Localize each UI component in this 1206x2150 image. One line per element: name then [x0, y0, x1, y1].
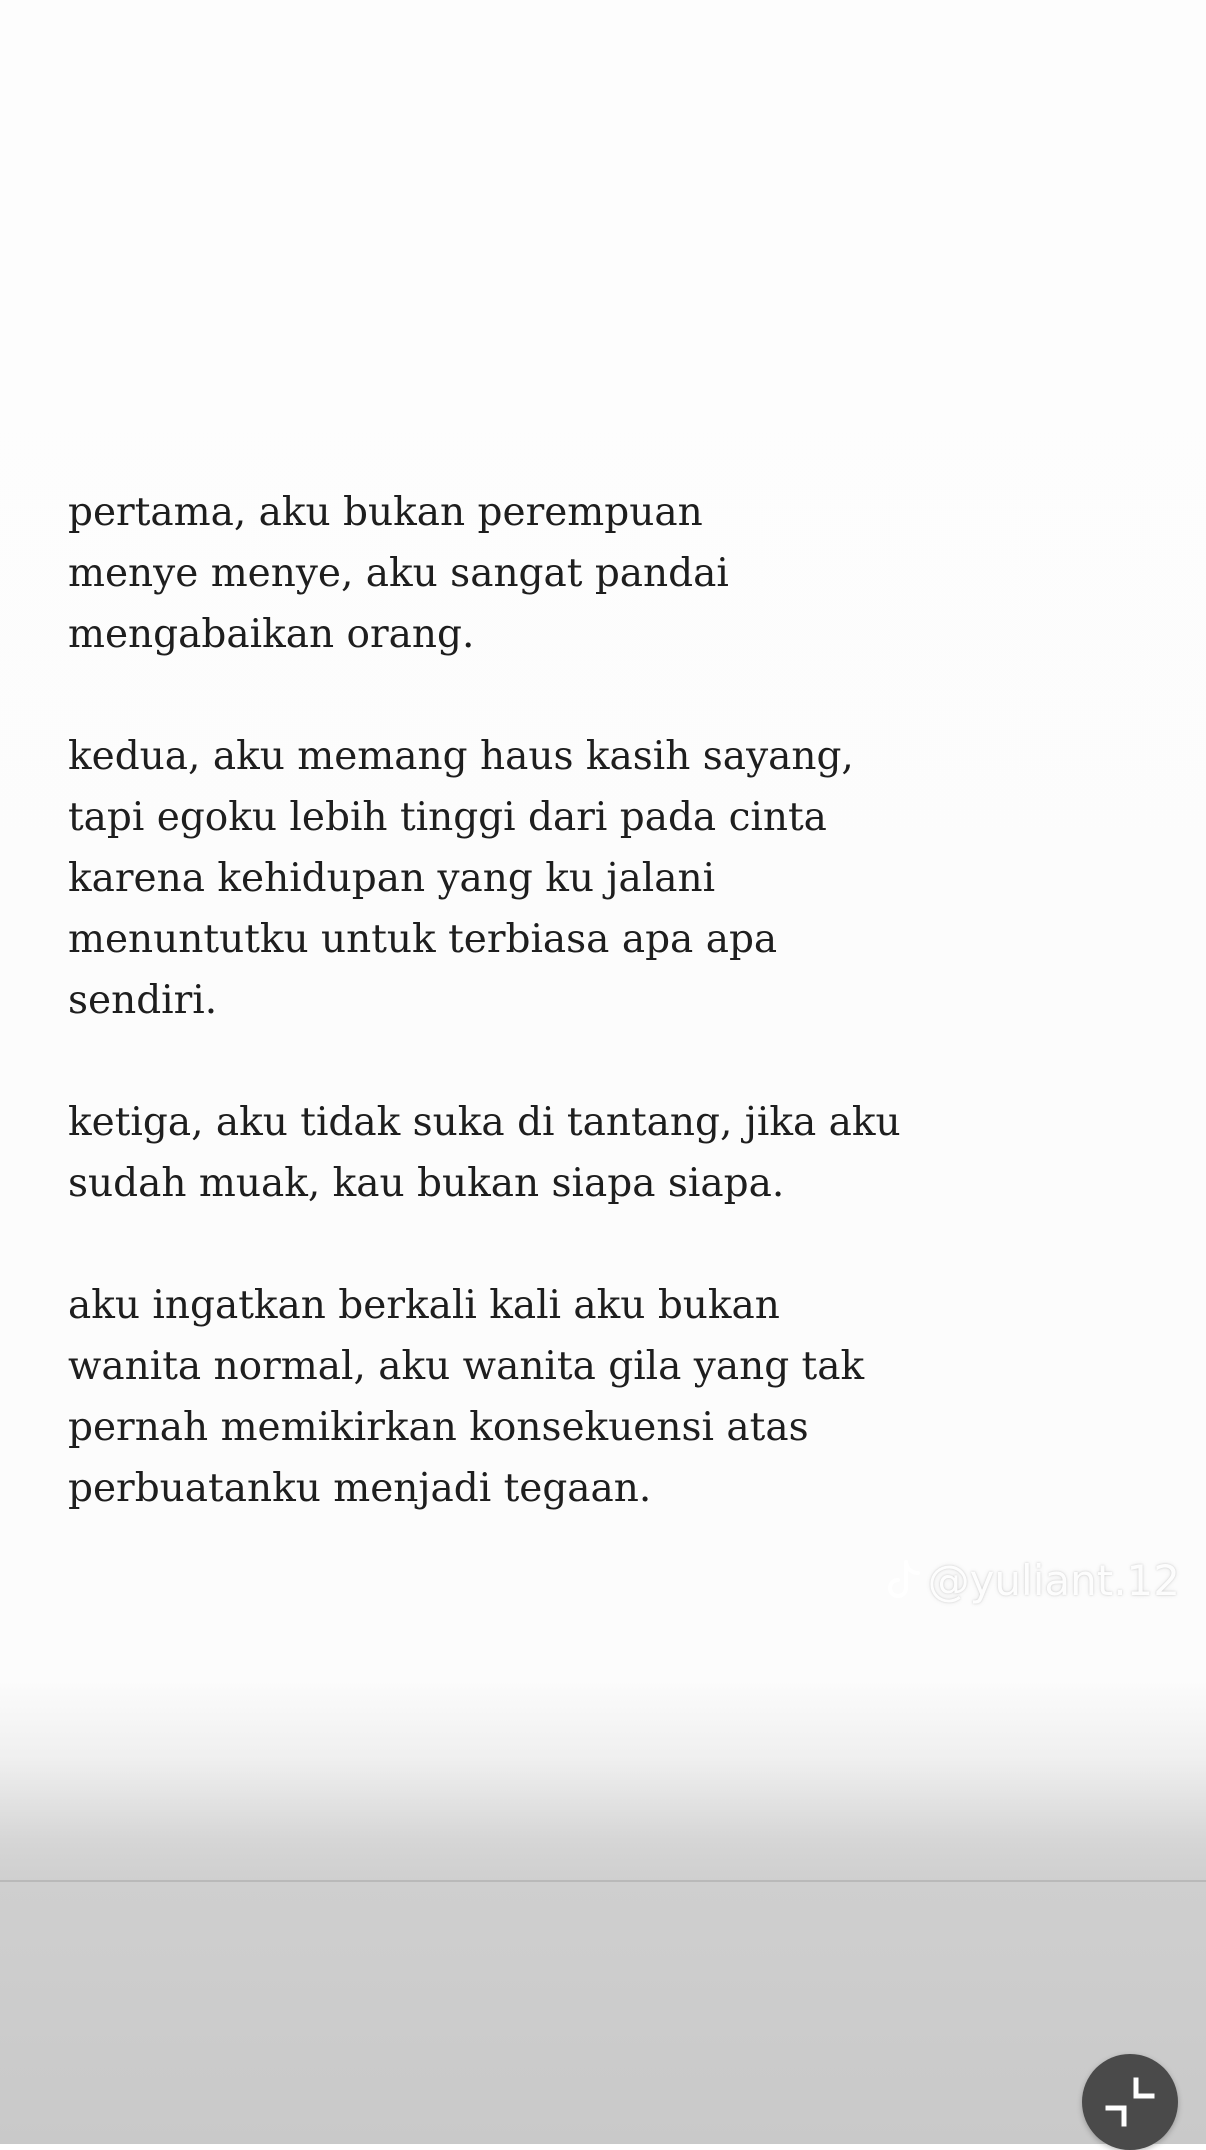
watermark [884, 1556, 1180, 1605]
text-line: aku ingatkan berkali kali aku bukan [68, 1283, 780, 1328]
paragraph-2 [68, 726, 968, 1031]
text-line: wanita normal, aku wanita gila yang tak [68, 1344, 865, 1389]
quote-text [68, 482, 968, 1580]
text-line: menye menye, aku sangat pandai [68, 551, 729, 596]
collapse-icon [1102, 2074, 1158, 2130]
paragraph-3 [68, 1092, 968, 1214]
paragraph-4 [68, 1275, 968, 1519]
text-line: menuntutku untuk terbiasa apa apa [68, 917, 778, 962]
tiktok-logo-icon [884, 1559, 922, 1603]
text-line: sendiri. [68, 978, 218, 1023]
text-line: ketiga, aku tidak suka di tantang, jika aku [68, 1100, 901, 1145]
text-line: kedua, aku memang haus kasih sayang, [68, 734, 854, 779]
text-line: mengabaikan orang. [68, 612, 475, 657]
text-line: sudah muak, kau bukan siapa siapa. [68, 1161, 785, 1206]
panel-divider [0, 1880, 1206, 1882]
watermark-handle: @yuliant.12 [927, 1556, 1180, 1605]
text-line: pertama, aku bukan perempuan [68, 490, 703, 535]
text-line: perbuatanku menjadi tegaan. [68, 1466, 652, 1511]
paragraph-1 [68, 482, 968, 665]
text-line: tapi egoku lebih tinggi dari pada cinta [68, 795, 827, 840]
text-line: karena kehidupan yang ku jalani [68, 856, 716, 901]
text-line: pernah memikirkan konsekuensi atas [68, 1405, 809, 1450]
collapse-button[interactable] [1082, 2054, 1178, 2150]
